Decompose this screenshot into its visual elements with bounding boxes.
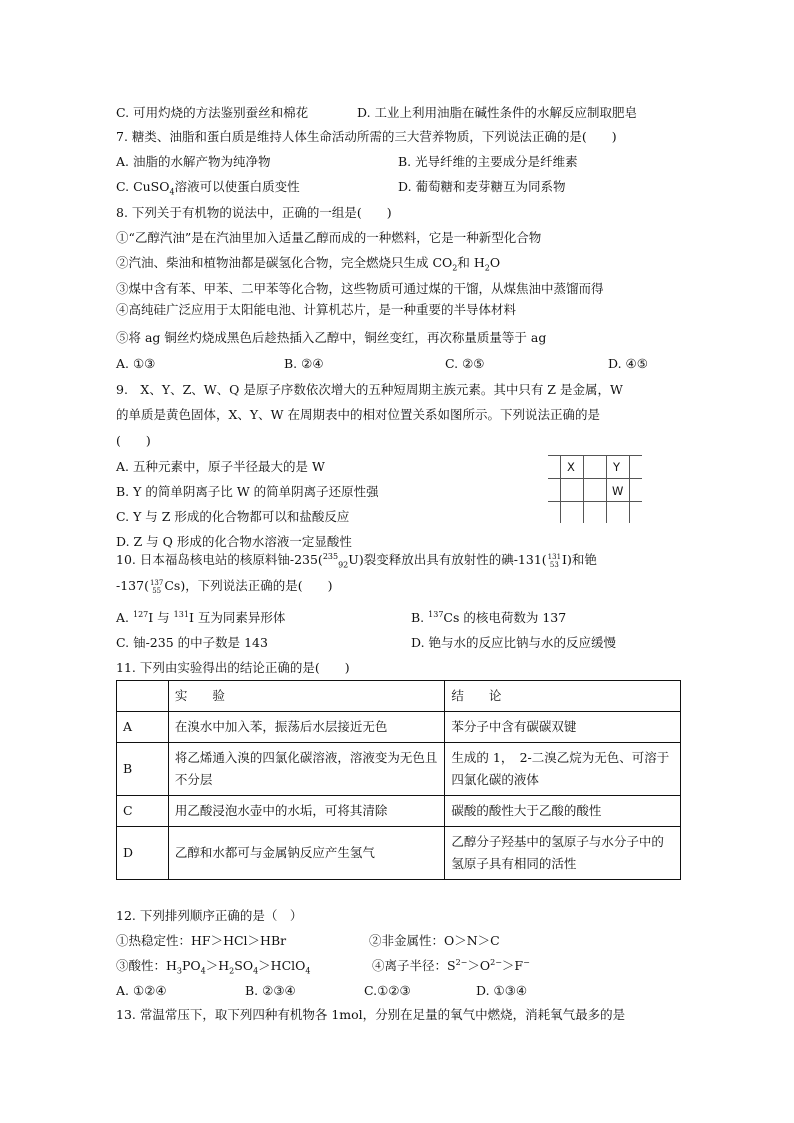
q11-stem: 11. 下列由实验得出的结论正确的是( ) [116,660,350,675]
q8-statement-2 [116,255,500,271]
q9-option-a: A. 五种元素中，原子半径最大的是 W [116,459,325,474]
grid-cell-y: Y [613,460,621,474]
table-header-cell [117,681,169,712]
subscript: 4 [200,966,206,976]
table-row [117,827,681,880]
superscript: 2− [455,957,468,967]
q8-option-c: C. ②⑤ [445,356,485,371]
q12-option-a: A. ①②④ [116,983,167,998]
mass-number: 235 [322,551,339,561]
nuclide-notation [150,579,163,595]
q13-stem: 13. 常温常压下，取下列四种有机物各 1mol，分别在足量的氧气中燃烧，消耗氧气最多的是 [116,1007,626,1022]
grid-line [548,478,642,479]
nuclide-notation [548,553,561,569]
q10-text: I)和铯 [562,552,597,567]
q8-statement-2-mid: 和 H [457,255,485,270]
q8-statement-1: ①“乙醇汽油”是在汽油里加入适量乙醇而成的一种燃料，它是一种新型化合物 [116,230,542,245]
q8-statement-3: ③煤中含有苯、甲苯、二甲苯等化合物，这些物质可通过煤的干馏，从煤焦油中蒸馏而得 [116,281,604,296]
q12-text: ③酸性：H [116,958,177,973]
q9-stem-line-1: 9. X、Y、Z、W、Q 是原子序数依次增大的五种短周期主族元素。其中只有 Z 是金属，W [116,382,623,397]
subscript: 4 [169,187,175,197]
q8-statement-2-text: ②汽油、柴油和植物油都是碳氢化合物，完全燃烧只生成 CO [116,255,453,270]
conclusion-cell: 乙醇分子羟基中的氢原子与水分子中的氢原子具有相同的活性 [445,827,681,880]
q12-text: PO [182,958,201,973]
q10-option-a-rest: I 互为同素异形体 [188,610,286,625]
experiment-cell: 乙醇和水都可与金属钠反应产生氢气 [168,827,444,880]
table-row [117,743,681,796]
mass-number: 131 [547,552,562,561]
q12-text: ④离子半径：S [372,958,456,973]
grid-cell-x: X [567,460,575,474]
atomic-number: 53 [549,560,559,569]
subscript: 2 [484,263,490,273]
q10-text: U)裂变释放出具有放射性的碘-131( [348,552,547,567]
mass-number: 137 [428,609,444,619]
q10-text: -137( [116,578,149,593]
q7-stem: 7. 糖类、油脂和蛋白质是维持人体生命活动所需的三大营养物质，下列说法正确的是( ) [116,129,617,144]
experiment-cell: 在溴水中加入苯，振荡后水层接近无色 [168,712,444,743]
atomic-number: 55 [152,586,162,595]
q7-option-c-rest: 溶液可以使蛋白质变性 [174,179,300,194]
q12-statement-4 [372,958,530,974]
grid-line [548,501,642,502]
q9-stem-line-2: 的单质是黄色固体，X、Y、W 在周期表中的相对位置关系如图所示。下列说法正确的是 [116,407,600,422]
q8-option-d: D. ④⑤ [608,356,648,371]
conclusion-cell: 生成的 1， 2-二溴乙烷为无色、可溶于四氯化碳的液体 [445,743,681,796]
mass-number: 131 [173,609,189,619]
experiment-cell: 用乙酸浸泡水壶中的水垢，可将其清除 [168,796,444,827]
q12-option-d: D. ①③④ [476,983,528,998]
q12-statement-2: ②非金属性：O＞N＞C [369,933,500,948]
q12-option-b: B. ②③④ [245,983,296,998]
conclusion-cell: 碳酸的酸性大于乙酸的酸性 [445,796,681,827]
q12-statement-1: ①热稳定性：HF＞HCl＞HBr [116,933,287,948]
q12-statement-3 [116,958,310,974]
conclusion-cell: 苯分子中含有碳碳双键 [445,712,681,743]
q10-option-b-text: B. [411,610,429,625]
experiment-table [116,680,681,880]
superscript: 2− [490,957,502,967]
q10-stem-line-1 [116,552,597,569]
q8-statement-2-end: O [489,255,501,270]
q10-option-a [116,610,285,626]
q8-stem: 8. 下列关于有机物的说法中，正确的一组是( ) [116,205,392,220]
periodic-table-grid [548,455,642,523]
q10-text: 10. 日本福岛核电站的核原料铀-235( [116,552,323,567]
q12-option-c: C.①②③ [364,983,411,998]
q12-text: ＞H [205,958,230,973]
table-row [117,712,681,743]
q6-option-d: D. 工业上利用油脂在碱性条件的水解反应制取肥皂 [357,105,638,120]
subscript: 4 [253,966,259,976]
grid-cell-w: W [612,484,624,498]
row-label: C [117,796,169,827]
q7-option-b: B. 光导纤维的主要成分是纤维素 [398,154,578,169]
table-header-row [117,681,681,712]
q10-option-b [411,610,566,626]
row-label: B [117,743,169,796]
grid-line [629,455,630,523]
row-label: D [117,827,169,880]
q12-text: ＞F [501,958,524,973]
q10-option-c: C. 铀-235 的中子数是 143 [116,635,268,650]
table-header-cell: 实 验 [168,681,444,712]
q10-option-b-rest: Cs 的核电荷数为 137 [443,610,567,625]
q7-option-d: D. 葡萄糖和麦芽糖互为同系物 [398,179,566,194]
q7-option-c-text: C. CuSO [116,179,170,194]
q10-option-a-text: A. [116,610,133,625]
q8-statement-5: ⑤将 ag 铜丝灼烧成黑色后趁热插入乙醇中，铜丝变红，再次称量质量等于 ag [116,330,547,345]
q7-option-a: A. 油脂的水解产物为纯净物 [116,154,271,169]
row-label: A [117,712,169,743]
mass-number: 137 [149,578,164,587]
q8-statement-4: ④高纯硅广泛应用于太阳能电池、计算机芯片，是一种重要的半导体材料 [116,302,517,317]
grid-line [560,455,561,523]
experiment-cell: 将乙烯通入溴的四氯化碳溶液，溶液变为无色且不分层 [168,743,444,796]
q12-text: SO [234,958,254,973]
table-header-cell: 结 论 [445,681,681,712]
q6-option-c: C. 可用灼烧的方法鉴别蚕丝和棉花 [116,105,309,120]
subscript: 4 [305,966,311,976]
q9-option-b: B. Y 的简单阴离子比 W 的简单阴离子还原性强 [116,484,379,499]
q10-option-a-mid: I 与 [148,610,174,625]
q8-option-a: A. ①③ [116,356,156,371]
q12-text: ＞O [467,958,491,973]
atomic-number: 92 [338,560,349,570]
grid-line [606,455,607,523]
subscript: 2 [452,263,458,273]
table-row [117,796,681,827]
q10-option-d: D. 铯与水的反应比钠与水的反应缓慢 [411,635,617,650]
subscript: 3 [176,966,182,976]
q7-option-c [116,179,300,195]
q10-stem-line-2 [116,578,332,595]
superscript: − [523,957,530,967]
subscript: 2 [229,966,235,976]
q12-text: ＞HClO [258,958,306,973]
grid-line [583,455,584,523]
mass-number: 127 [132,609,149,619]
q12-stem: 12. 下列排列顺序正确的是（ ） [116,908,303,923]
q8-option-b: B. ②④ [284,356,324,371]
q9-option-d: D. Z 与 Q 形成的化合物水溶液一定显酸性 [116,534,352,549]
q10-text: Cs)，下列说法正确的是( ) [164,578,333,593]
q9-stem-line-3: ( ) [116,433,151,448]
q9-option-c: C. Y 与 Z 形成的化合物都可以和盐酸反应 [116,509,350,524]
grid-line [548,455,642,456]
